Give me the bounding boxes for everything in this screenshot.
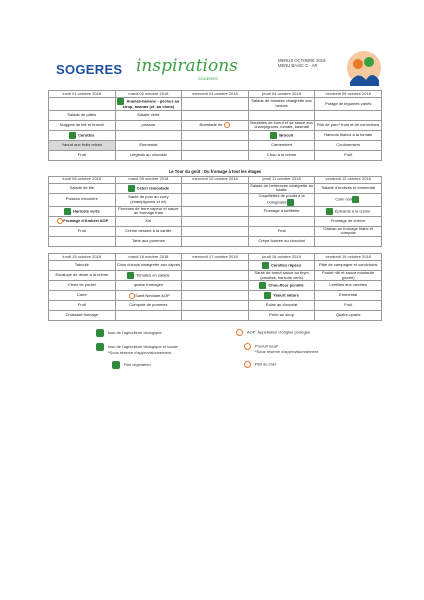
menu-title-line1: MENUS OCTOBRE 2018 — [278, 58, 326, 63]
menu-cell: Salade de betteraves vinaigrette au basilic — [250, 183, 314, 193]
menu-cell — [248, 110, 315, 120]
day-header: mercredi 03 octobre 2018 — [182, 91, 249, 98]
menu-cell: Salade d'endives et emmental — [315, 183, 382, 193]
menu-cell: Camembert — [248, 140, 315, 150]
bio-icon — [270, 132, 277, 139]
day-header: mercredi 10 octobre 2018 — [182, 176, 249, 183]
legend-local-note: *Sous réserve d'approvisionnement — [255, 349, 319, 355]
inspirations-subtitle: SOGERES — [198, 76, 218, 81]
menu-cell — [182, 260, 249, 270]
menu-cell: Fruit — [49, 150, 116, 160]
menu-cell: Potage de légumes variés — [315, 98, 382, 111]
menu-cell: Salade verte — [115, 110, 182, 120]
menu-cell — [315, 236, 382, 246]
menu-cell: Colin noir — [315, 193, 382, 206]
day-header: vendredi 05 octobre 2018 — [315, 91, 382, 98]
menu-cell: Rôti de porc* froid et de cornichons — [315, 120, 382, 130]
menu-cell — [315, 110, 382, 120]
menu-cell — [182, 98, 249, 111]
chef-icon — [224, 122, 230, 128]
menu-cell: Carottes — [49, 130, 116, 140]
menu-cell — [182, 216, 249, 226]
menu-cell: Haricots blancs à la tomate — [315, 130, 382, 140]
bio-icon — [128, 185, 135, 192]
week-2 — [48, 167, 382, 247]
menu-cell: Compote de pommes — [115, 301, 182, 311]
menu-cell — [182, 140, 249, 150]
menu-cell: Salade de tomates vinaigrette aux herbes — [248, 98, 315, 111]
menu-cell — [182, 291, 249, 301]
menu-cell: Carottes râpées — [248, 260, 315, 270]
menu-cell — [182, 193, 249, 206]
menu-cell: Fromage d'Ambert AOP — [49, 216, 116, 226]
menu-cell: poisson — [115, 120, 182, 130]
menu-cell: Brocoli — [248, 130, 315, 140]
legend-local: Produit local* *Sous réserve d'approvisionnement — [244, 343, 318, 355]
bio-icon — [352, 196, 359, 203]
week-1-table — [48, 90, 382, 161]
week-2-table — [48, 176, 382, 247]
menu-cell — [182, 301, 249, 311]
menu-cell: Poulet rôti et sauce moutarde (purée) — [315, 270, 382, 280]
inspirations-logo: inspirations — [136, 56, 238, 76]
menu-cell — [182, 311, 249, 321]
legend-local-bio: Issu de l'agriculture biologique et locale *Sous réserve d'approvisionnement — [96, 343, 178, 356]
menu-cell — [182, 183, 249, 193]
menu-cell: Tomates en salade — [115, 270, 182, 280]
menu-cell: Sauté de boeuf sauce au thym (carottes, haricots verts) — [248, 270, 315, 280]
chef-icon — [244, 361, 251, 368]
menu-cell — [182, 110, 249, 120]
week-theme: Le Tour du goût : Du fromage à tout les étages — [168, 168, 262, 174]
menu-cell: Fruit — [315, 301, 382, 311]
local-icon — [244, 343, 251, 350]
legend-local-bio-note: *Sous réserve d'approvisionnement — [108, 350, 172, 356]
menu-cell: Pommes de terre vapeur et sauce au fromage frais — [115, 206, 182, 216]
legend-bio: Issu de l'agriculture biologique — [96, 329, 162, 337]
menu-cell: Chou-fleur persillé — [248, 281, 315, 291]
menu-cell — [115, 311, 182, 321]
menu-cell: Fruit — [315, 150, 382, 160]
menu-cell: Liégeois au chocolat — [115, 150, 182, 160]
menu-cell — [115, 130, 182, 140]
family-illustration-icon — [346, 50, 382, 86]
week-3-table — [48, 253, 382, 321]
day-header: jeudi 11 octobre 2018 — [248, 176, 315, 183]
legend-chef: Plat du chef — [244, 361, 276, 368]
bio-icon — [287, 199, 294, 206]
menu-cell: Crème dessert à la vanille — [115, 226, 182, 236]
menu-cell: Haricots verts — [49, 206, 116, 216]
menu-cell: Pâté de campagne et cornichons — [315, 260, 382, 270]
legend-veg: Plat végétarien — [112, 361, 151, 369]
legend — [48, 327, 382, 387]
menu-cell: Chou chinois vinaigrette aux câpres — [115, 260, 182, 270]
vegetarian-icon — [112, 361, 120, 369]
menu-cell: Sauté de porc au curry (champignons et riz) — [115, 193, 182, 206]
bio-icon — [259, 282, 266, 289]
menu-cell: Tarte aux pommes — [115, 236, 182, 246]
day-header: mardi 02 octobre 2018 — [115, 91, 182, 98]
menu-cell: Emmental — [315, 291, 382, 301]
menu-cell: Nuggets de blé et brocoli — [49, 120, 116, 130]
day-header: mardi 16 octobre 2018 — [115, 253, 182, 260]
menu-cell: Crêpe fourrée au chocolat — [248, 236, 315, 246]
menu-cell: Poire au sirop — [248, 311, 315, 321]
menu-cell — [182, 130, 249, 140]
menu-cell: Chou à la crème — [248, 150, 315, 160]
menu-cell: Salade de pâtes — [49, 110, 116, 120]
menu-cell: Épinards à la crème — [315, 206, 382, 216]
menu-cell: Poisson meunière — [49, 193, 116, 206]
day-header: lundi 01 octobre 2018 — [49, 91, 116, 98]
day-header: vendredi 19 octobre 2018 — [315, 253, 382, 260]
day-header: jeudi 18 octobre 2018 — [248, 253, 315, 260]
day-header: mardi 09 octobre 2018 — [115, 176, 182, 183]
bio-icon — [64, 208, 71, 215]
day-header: mercredi 17 octobre 2018 — [182, 253, 249, 260]
menu-cell: Fromage à tartiflette — [248, 206, 315, 216]
menu-cell: Carré — [49, 291, 116, 301]
week-3 — [48, 253, 382, 321]
menu-cell: Salade de blé — [49, 183, 116, 193]
menu-cell: Emmental — [115, 140, 182, 150]
bio-icon — [96, 329, 104, 337]
menu-cell: Lentilles aux carottes — [315, 281, 382, 291]
menu-cell: Fruit — [248, 226, 315, 236]
menu-cell: Fruit — [49, 301, 116, 311]
legend-aop: AOP: Appellation d'origine protégée — [236, 329, 310, 336]
week-1 — [48, 90, 382, 161]
menu-cell: Fromage de chèvre — [315, 216, 382, 226]
menu-cell: Brandade de — [182, 120, 249, 130]
day-header: lundi 08 octobre 2018 — [49, 176, 116, 183]
menu-cell: Croissant fromage — [49, 311, 116, 321]
menu-cell: Taboulé — [49, 260, 116, 270]
bio-icon — [326, 208, 333, 215]
menu-cell — [182, 270, 249, 280]
day-header: jeudi 04 octobre 2018 — [248, 91, 315, 98]
local-bio-icon — [96, 343, 104, 351]
day-header: vendredi 12 octobre 2018 — [315, 176, 382, 183]
menu-cell: Saint Nectaire AOP — [115, 291, 182, 301]
menu-cell: Quatre-quarts — [315, 311, 382, 321]
menu-cell — [182, 236, 249, 246]
menu-cell: Boulettes de boeuf et sa sauce aux champignons, tomate, basmati — [248, 120, 315, 130]
sogeres-logo: SOGERES — [56, 62, 123, 77]
menu-cell — [182, 150, 249, 160]
day-header: lundi 15 octobre 2018 — [49, 253, 116, 260]
header — [48, 46, 382, 90]
menu-cell — [182, 281, 249, 291]
menu-cell: Ananas-banane - pêches au sirop, ananas (cf. au choix) — [115, 98, 182, 111]
menu-cell: Éclair au chocolat — [248, 301, 315, 311]
bio-icon — [69, 132, 76, 139]
menu-cell: Coquillettes de poulet à la bolognaise — [248, 193, 315, 206]
menu-cell: Yaourt aux fruits mixés — [49, 140, 116, 150]
menu-cell — [49, 236, 116, 246]
bio-icon — [264, 292, 271, 299]
menu-cell: Yaourt nature — [248, 291, 315, 301]
menu-cell: Coulommiers — [315, 140, 382, 150]
menu-cell: Fruit — [49, 226, 116, 236]
menu-cell: Escalope de dinde à la crème — [49, 270, 116, 280]
bio-icon — [127, 272, 134, 279]
menu-cell: Kiri — [115, 216, 182, 226]
menu-cell — [182, 226, 249, 236]
menu-cell: Gâteau au fromage blanc et compote — [315, 226, 382, 236]
aop-icon — [236, 329, 243, 336]
menu-sheet — [48, 46, 382, 387]
menu-cell — [182, 206, 249, 216]
menu-title — [278, 58, 325, 68]
menu-cell — [248, 216, 315, 226]
bio-icon — [262, 262, 269, 269]
menu-cell — [49, 98, 116, 111]
menu-cell: quatre fromages — [115, 281, 182, 291]
menu-cell: Céleri rémoulade — [115, 183, 182, 193]
menu-cell: Choix de poulet — [49, 281, 116, 291]
menu-title-line2: MENU BASIC C - AR — [278, 63, 318, 68]
